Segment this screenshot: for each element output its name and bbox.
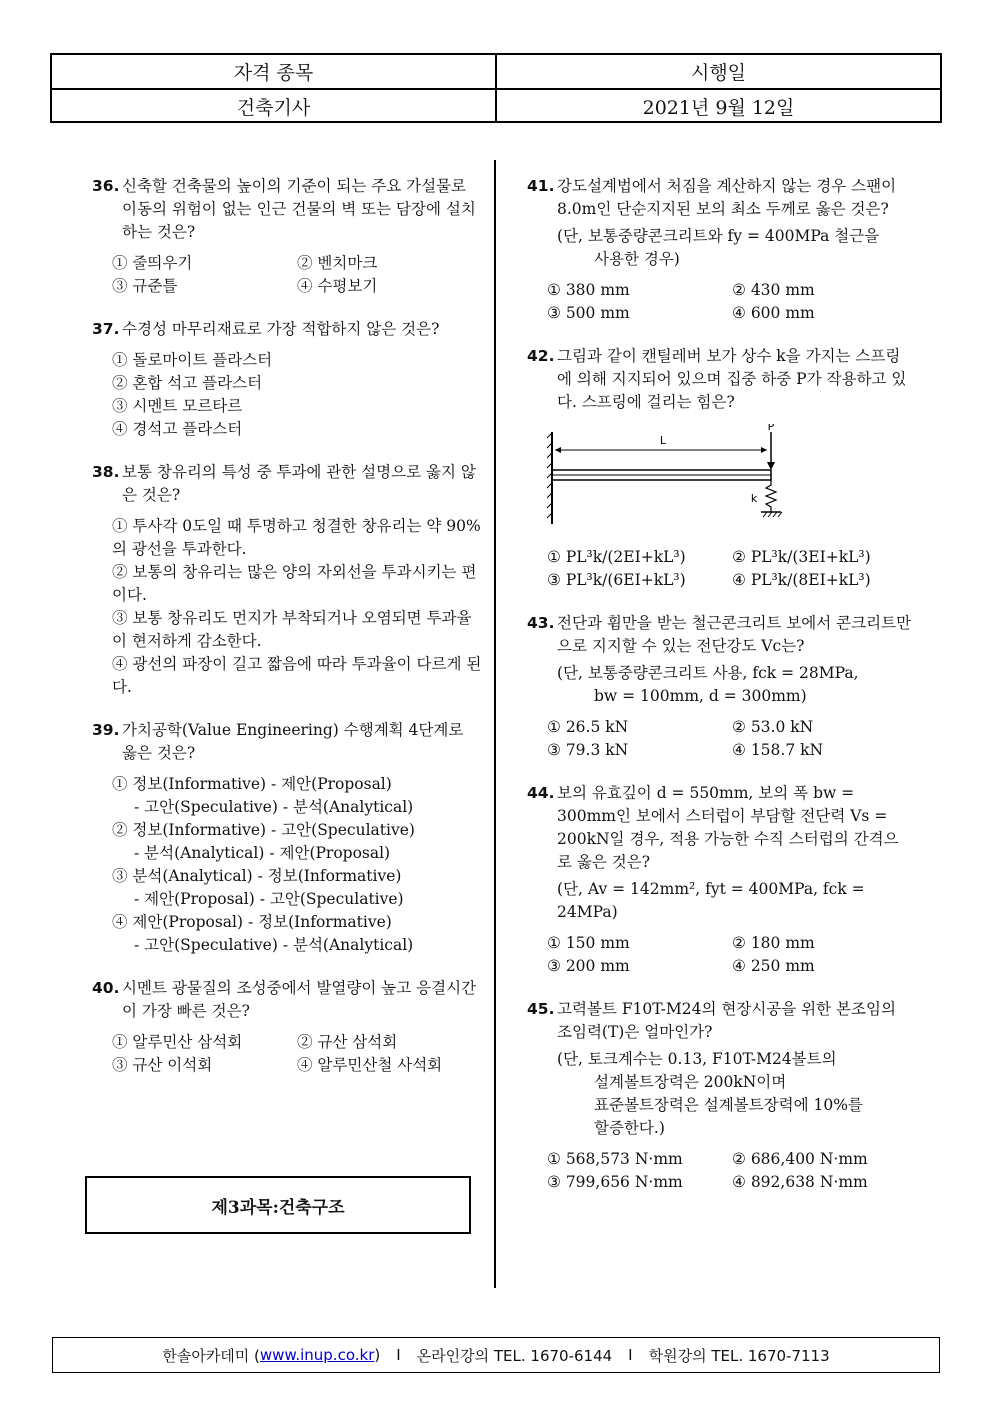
option: ① 26.5 kN (547, 718, 629, 736)
cantilever-beam-diagram (547, 424, 787, 529)
option: ④ 광선의 파장이 길고 짧음에 따라 투과율이 다르게 된다. (112, 655, 482, 696)
option: ② 보통의 창유리는 많은 양의 자외선을 투과시키는 편이다. (112, 563, 477, 604)
question-text: 전단과 휨만을 받는 철근콘크리트 보에서 콘크리트만으로 지지할 수 있는 전단강도 Vc는? (557, 614, 912, 655)
option: ④ 경석고 플라스터 (112, 420, 243, 438)
option: ② 벤치마크 (297, 254, 378, 272)
option: ③ 799,656 N·mm (547, 1173, 683, 1191)
option: ② 430 mm (732, 281, 815, 299)
length-label: L (659, 434, 667, 447)
question-text: 수경성 마무리재료로 가장 적합하지 않은 것은? (122, 320, 440, 338)
header-label-subject: 자격 종목 (233, 62, 314, 84)
left-column (92, 175, 482, 1097)
option: ② 180 mm (732, 934, 815, 952)
option-continued: - 고안(Speculative) - 분석(Analytical) (134, 936, 414, 954)
question-text: 고력볼트 F10T-M24의 현장시공을 위한 본조임의 조임력(T)은 얼마인가? (557, 1000, 896, 1041)
header-date: 2021년 9월 12일 (495, 90, 940, 123)
footer-separator: I (396, 1346, 401, 1364)
exam-header (50, 53, 942, 123)
option: ③ 분석(Analytical) - 정보(Informative) (112, 867, 402, 885)
option: ④ 제안(Proposal) - 정보(Informative) (112, 913, 392, 931)
option: ③ 200 mm (547, 957, 630, 975)
option-continued: - 제안(Proposal) - 고안(Speculative) (134, 890, 404, 908)
option: ① 줄띄우기 (112, 254, 193, 272)
option: ④ 250 mm (732, 957, 815, 975)
question-note: (단, 보통중량콘크리트와 fy = 400MPa 철근을 사용한 경우) (557, 227, 880, 268)
option: ② 혼합 석고 플라스터 (112, 374, 263, 392)
option: ③ 규산 이석회 (112, 1056, 213, 1074)
footer-url-link[interactable]: www.inup.co.kr (259, 1346, 375, 1364)
question-text: 그림과 같이 캔틸레버 보가 상수 k을 가지는 스프링에 의해 지지되어 있으며 집중 하중 P가 작용하고 있다. 스프링에 걸리는 힘은? (557, 347, 907, 411)
option: ① 정보(Informative) - 제안(Proposal) (112, 775, 392, 793)
question-note: (단, Av = 142mm², fyt = 400MPa, fck = 24MPa) (557, 880, 865, 921)
option: ④ PL³k/(8EI+kL³) (732, 571, 871, 589)
option: ③ 500 mm (547, 304, 630, 322)
question-text: 보통 창유리의 특성 중 투과에 관한 설명으로 옳지 않은 것은? (122, 463, 476, 504)
option: ② 686,400 N·mm (732, 1150, 868, 1168)
question-text: 신축할 건축물의 높이의 기준이 되는 주요 가설물로 이동의 위험이 없는 인근 건물의 벽 또는 담장에 설치하는 것은? (122, 177, 476, 241)
question-44: 44. 보의 유효깊이 d = 550mm, 보의 폭 bw = 300mm인 보에서 스터럽이 부담할 전단력 Vs = 200kN일 경우, 적용 가능한 수직 스터럽의 간격으로 옳은 것은? (단, Av = 142mm², fyt = 400MPa, fck = 24MPa) ① 150 mm ② 180 mm ③ 200 mm ④ 250 mm (527, 782, 912, 978)
footer-separator: I (628, 1346, 633, 1364)
column-divider (494, 160, 496, 1288)
option: ③ PL³k/(6EI+kL³) (547, 571, 686, 589)
option: ② 53.0 kN (732, 718, 814, 736)
load-label: P (767, 424, 775, 433)
question-text: 보의 유효깊이 d = 550mm, 보의 폭 bw = 300mm인 보에서 스터럽이 부담할 전단력 Vs = 200kN일 경우, 적용 가능한 수직 스터럽의 간격으로 옳은 것은? (557, 784, 899, 871)
question-43: 43. 전단과 휨만을 받는 철근콘크리트 보에서 콘크리트만으로 지지할 수 있는 전단강도 Vc는? (단, 보통중량콘크리트 사용, fck = 28MPa, bw = 100mm, d = 300mm) ① 26.5 kN ② 53.0 kN ③ 79.3 kN ④ 158.7 kN (527, 612, 912, 762)
footer: 한솔아카데미 ( www.inup.co.kr ) I 온라인강의 TEL. 1670-6144 I 학원강의 TEL. 1670-7113 (52, 1337, 940, 1373)
option: ① 150 mm (547, 934, 630, 952)
question-text: 가치공학(Value Engineering) 수행계획 4단계로 옳은 것은? (122, 721, 464, 762)
question-45: 45. 고력볼트 F10T-M24의 현장시공을 위한 본조임의 조임력(T)은 얼마인가? (단, 토크계수는 0.13, F10T-M24볼트의 설계볼트장력은 200kN이며 표준볼트장력은 설계볼트장력에 10%를 할증한다.) ① 568,573 N·mm ② 686,400 N·mm ③ 799,656 N·mm ④ 892,638 N·mm (527, 998, 912, 1194)
footer-offline: 학원강의 TEL. 1670-7113 (648, 1346, 830, 1365)
spring-label: k (750, 492, 758, 505)
option: ① 568,573 N·mm (547, 1150, 683, 1168)
question-text: 시멘트 광물질의 조성중에서 발열량이 높고 응결시간이 가장 빠른 것은? (122, 979, 477, 1020)
option: ④ 알루민산철 사석회 (297, 1056, 443, 1074)
cantilever-figure (547, 424, 912, 536)
option: ③ 보통 창유리도 먼지가 부착되거나 오염되면 투과율이 현저하게 감소한다. (112, 609, 472, 650)
option: ④ 892,638 N·mm (732, 1173, 868, 1191)
option: ① 알루민산 삼석회 (112, 1033, 243, 1051)
question-text: 강도설계법에서 처짐을 계산하지 않는 경우 스팬이 8.0m인 단순지지된 보의 최소 두께로 옳은 것은? (557, 177, 897, 218)
option: ① 돌로마이트 플라스터 (112, 351, 273, 369)
question-36: 36. 신축할 건축물의 높이의 기준이 되는 주요 가설물로 이동의 위험이 없는 인근 건물의 벽 또는 담장에 설치하는 것은? ① 줄띄우기 ② 벤치마크 ③ 규준틀 ④ 수평보기 (92, 175, 482, 298)
footer-online: 온라인강의 TEL. 1670-6144 (416, 1346, 613, 1365)
option: ③ 79.3 kN (547, 741, 629, 759)
question-42: 42. 그림과 같이 캔틸레버 보가 상수 k을 가지는 스프링에 의해 지지되어 있으며 집중 하중 P가 작용하고 있다. 스프링에 걸리는 힘은? L P k ① PL³k/(2EI+kL³) ② PL³k/(3EI+kL³) ③ PL³k/(6EI+kL³) ④ PL³k/(8EI+kL³) (527, 345, 912, 592)
option: ③ 시멘트 모르타르 (112, 397, 243, 415)
question-40: 40. 시멘트 광물질의 조성중에서 발열량이 높고 응결시간이 가장 빠른 것은? ① 알루민산 삼석회 ② 규산 삼석회 ③ 규산 이석회 ④ 알루민산철 사석회 (92, 977, 482, 1077)
option-continued: - 고안(Speculative) - 분석(Analytical) (134, 798, 414, 816)
option: ④ 600 mm (732, 304, 815, 322)
option: ② 규산 삼석회 (297, 1033, 398, 1051)
option-continued: - 분석(Analytical) - 제안(Proposal) (134, 844, 391, 862)
option: ④ 수평보기 (297, 277, 378, 295)
option: ① 380 mm (547, 281, 630, 299)
header-subject: 건축기사 (236, 97, 311, 119)
option: ① PL³k/(2EI+kL³) (547, 548, 686, 566)
section-title-box: 제3과목:건축구조 (85, 1176, 471, 1234)
question-41: 41. 강도설계법에서 처짐을 계산하지 않는 경우 스팬이 8.0m인 단순지지된 보의 최소 두께로 옳은 것은? (단, 보통중량콘크리트와 fy = 400MPa 철근을 사용한 경우) ① 380 mm ② 430 mm ③ 500 mm ④ 600 mm (527, 175, 912, 325)
question-37: 37. 수경성 마무리재료로 가장 적합하지 않은 것은? ① 돌로마이트 플라스터 ② 혼합 석고 플라스터 ③ 시멘트 모르타르 ④ 경석고 플라스터 (92, 318, 482, 441)
question-39: 39. 가치공학(Value Engineering) 수행계획 4단계로 옳은 것은? ① 정보(Informative) - 제안(Proposal) - 고안(Speculative) - 분석(Analytical) ② 정보(Informative) - 고안(Speculative) - 분석(Analytical) - 제안(Proposal) ③ 분석(Analytical) - 정보(Informative) - 제안(Proposal) - 고안(Speculative) ④ 제안(Proposal) - 정보(Informative) - 고안(Speculative) - 분석(Analytical) (92, 719, 482, 957)
question-note: (단, 보통중량콘크리트 사용, fck = 28MPa, bw = 100mm, d = 300mm) (557, 664, 859, 705)
spring (766, 480, 776, 512)
option: ③ 규준틀 (112, 277, 178, 295)
option: ② 정보(Informative) - 고안(Speculative) (112, 821, 415, 839)
question-38: 38. 보통 창유리의 특성 중 투과에 관한 설명으로 옳지 않은 것은? ① 투사각 0도일 때 투명하고 청결한 창유리는 약 90%의 광선을 투과한다. ② 보통의 창유리는 많은 양의 자외선을 투과시키는 편이다. ③ 보통 창유리도 먼지가 부착되거나 오염되면 투과율이 현저하게 감소한다. ④ 광선의 파장이 길고 짧음에 따라 투과율이 다르게 된다. (92, 461, 482, 699)
right-column (527, 175, 912, 1214)
option: ④ 158.7 kN (732, 741, 824, 759)
question-note: (단, 토크계수는 0.13, F10T-M24볼트의 설계볼트장력은 200kN이며 표준볼트장력은 설계볼트장력에 10%를 할증한다.) (557, 1050, 863, 1137)
header-label-date: 시행일 (495, 55, 940, 88)
option: ② PL³k/(3EI+kL³) (732, 548, 871, 566)
option: ① 투사각 0도일 때 투명하고 청결한 창유리는 약 90%의 광선을 투과한다. (112, 517, 481, 558)
footer-academy: 한솔아카데미 ( (162, 1346, 260, 1365)
